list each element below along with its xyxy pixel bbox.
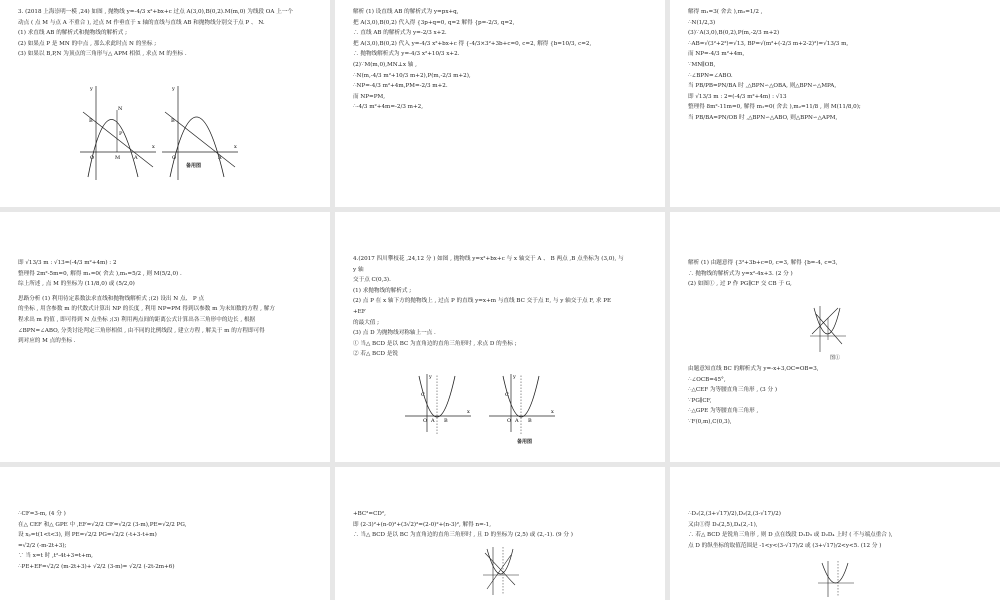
text-line: ∴ 抛物线解析式为 y=-4/3 x²+10/3 x+2. [353, 51, 460, 58]
text-line: ∴N(1/2,3) [688, 19, 716, 26]
text-line: (2) 如果点 P 是 MN 的中点 , 那么求此时点 N 的坐标 ; [18, 40, 157, 47]
text-line: 而 NP=-4/3 m²+4m, [688, 51, 745, 58]
point-label-b: B [171, 118, 175, 124]
page-6-text-top [688, 258, 990, 290]
text-line: 综上所述 , 点 M 的坐标为 (11/8,0) 或 (5/2,0) [18, 281, 135, 288]
page-3-text [688, 7, 990, 124]
solution-figure-1 [808, 304, 848, 354]
text-line: 3. (2018 上海崇明一模 ,24) 如图 , 抛物线 y=-4/3 x²+bx+c 过点 A(3,0),B(0,2).M(m,0) 为线段 OA 上一个 [18, 9, 293, 15]
text-line: ∴-4/3 m²+4m=-2/3 m+2, [353, 104, 424, 111]
point-label-b: B [444, 418, 448, 424]
text-line: 动点 ( 点 M 与点 A 不重合 ), 过点 M 作垂直于 x 轴的直线与直线 AB 和抛物线分别交于点 P 、 N. [18, 19, 265, 26]
text-line: ∴∠BPN=∠ABO. [688, 72, 733, 79]
text-line: ∴∠OCB=45°, [688, 376, 726, 383]
text-line: (3) 如果以 B,P,N 为顶点的三角形与△ APM 相似 , 求点 M 的坐标 . [18, 51, 187, 58]
point-label-a: A [134, 155, 138, 161]
point-label-p: P [119, 131, 123, 137]
point-label-b: B [89, 118, 93, 124]
text-line: =√2/2 (-m-2t+3); [18, 542, 67, 549]
text-line: 设 xₚ=t(1<t<3), 则 PE=√2/2 PG=√2/2 (-t+3-t+m) [18, 532, 157, 539]
text-line: 当 PB/BA=PN/OB 时 ,△BPN∽△ABO, 则△BPN∽△APM, [688, 114, 838, 121]
text-line: ∴AB=√(3²+2²)=√13, BP=√(m²+(-2/3 m+2-2)²)=√13/3 m, [688, 40, 849, 47]
text-line: ∴△CEF 为等腰直角三角形 , (3 分 ) [688, 387, 778, 394]
slide-page-3 [670, 0, 1000, 207]
figure-caption: 图① [830, 355, 841, 361]
page-7-text [18, 509, 320, 573]
text-line: 在△ CEF 和△ GPE 中 ,EF=√2/2 CF=√2/2 (3-m),PE=√2/2 PG, [18, 521, 187, 528]
axis-label-x: x [467, 409, 470, 415]
text-line: 点 D 的纵坐标的取值范围是 -1<y<(3-√17)/2 或 (3+√17)/2<y<5. (12 分 ) [688, 542, 882, 549]
parabola-figure-4 [487, 372, 557, 434]
point-label-n: N [118, 106, 123, 112]
text-line: 的坐标 , 用含参数 m 的代数式计算出 NP 的长度 , 利用 NP=PM 得到以参数 m 为未知数的方程 , 解方 [18, 306, 275, 313]
text-line: 把 A(3,0),B(0,2) 代入得 {3p+q=0, q=2 解得 {p=-2/3, q=2, [353, 19, 515, 26]
text-line: 思路分析 (1) 利用待定系数法求直线和抛物线解析式 ;(2) 设出 N 点、 P 点 [18, 295, 205, 302]
text-line: 即 √13/3 m : 2=(-4/3 m²+4m) : √13 [688, 93, 787, 100]
slide-page-7 [0, 467, 330, 600]
text-line: ∴PE+EF=√2/2 (m-2t+3)+ √2/2 (3-m)= √2/2 (-2t-2m+6) [18, 563, 175, 570]
text-line: ∴ 抛物线的解析式为 y=x²-4x+3. (2 分 ) [688, 270, 793, 277]
text-line: ∴NP=-4/3 m²+4m,PM=-2/3 m+2. [353, 83, 448, 90]
page-9-text [688, 509, 990, 551]
text-line: 而 NP=PM, [353, 93, 385, 100]
text-line: 即 (2-3)²+(n-0)²+(3√2)²=(2-0)²+(n-3)², 解得 n=-1, [353, 521, 491, 528]
text-line: 解得 m₁=3( 舍去 ),m₂=1/2 , [688, 9, 763, 15]
point-label-o: O [507, 418, 512, 424]
parabola-figure-1 [78, 82, 158, 182]
text-line: 解析 (1) 由题意得 {3²+3b+c=0, c=3, 解得 {b=-4, c=3, [688, 260, 838, 266]
point-label-m: M [115, 155, 121, 161]
point-label-c: C [505, 392, 509, 398]
page-5-text [353, 254, 655, 360]
figure-caption: 备用图 [186, 163, 202, 169]
axis-label-x: x [234, 144, 237, 150]
text-line: +EF [353, 308, 366, 315]
point-label-o: O [423, 418, 428, 424]
text-line: ∴CF=3-m, (4 分 ) [18, 511, 66, 517]
text-line: ∵ 当 x=t 时 ,t²-4t+3=t+m, [18, 553, 93, 560]
point-label-a: A [431, 418, 435, 424]
point-label-o: O [172, 155, 177, 161]
text-line: ∴△GPE 为等腰直角三角形 , [688, 408, 759, 415]
text-line: 即 √13/3 m : √13=(-4/3 m²+4m) : 2 [18, 260, 117, 266]
text-line: (3)∵A(3,0),B(0,2),P(m,-2/3 m+2) [688, 30, 780, 37]
point-label-b: B [528, 418, 532, 424]
text-line: ∴N(m,-4/3 m²+10/3 m+2),P(m,-2/3 m+2), [353, 72, 471, 79]
text-line: y 轴 [353, 266, 364, 273]
text-line: (2)∵M(m,0),MN⊥x 轴 , [353, 61, 417, 68]
solution-figure-3 [816, 559, 856, 599]
text-line: 到对应的 M 点的坐标 . [18, 338, 76, 345]
text-line: (1) 求抛物线的解析式 ; [353, 287, 412, 294]
solution-figure-2 [481, 545, 521, 597]
axis-label-y: y [172, 86, 175, 92]
text-line: ∴ 当△ BCD 是以 BC 为直角边的直角三角形时 , 且 D 的坐标为 (2,5) 或 (2,-1). (9 分 ) [353, 532, 573, 539]
text-line: ∠BPN=∠ABO, 分类讨论判定三角形相似 , 由不同的比例线段 , 建立方程 , 解关于 m 的方程即可得 [18, 327, 265, 334]
text-line: 又由①得 D₃(2,5),D₄(2,-1), [688, 521, 758, 528]
point-label-o: O [90, 155, 95, 161]
text-line: ∴ 若△ BCD 是锐角三角形 , 则 D 点在线段 D₁D₃ 或 D₂D₄ 上时 ( 不与端点重合 ), [688, 532, 893, 539]
text-line: 整理得 8m²-11m=0, 解得 m₁=0( 舍去 ),m₂=11/8 , 则 M(11/8,0); [688, 104, 861, 111]
parabola-figure-3 [403, 372, 473, 434]
text-line: 把 A(3,0),B(0,2) 代入 y=-4/3 x²+bx+c 得 {-4/3×3²+3b+c=0, c=2, 解得 {b=10/3, c=2, [353, 40, 592, 47]
text-line: 4.(2017 四川攀枝花 ,24,12 分 ) 如图 , 抛物线 y=x²+bx+c 与 x 轴交于 A 、 B 两点 ,B 点坐标为 (3,0), 与 [353, 256, 624, 262]
text-line: ∵F(0,m),C(0,3), [688, 418, 732, 425]
text-line: ∴D₁(2,(3+√17)/2),D₂(2,(3-√17)/2) [688, 511, 781, 517]
axis-label-y: y [90, 86, 93, 92]
axis-label-y: y [429, 374, 432, 380]
page-6-text-bottom [688, 364, 990, 428]
axis-label-x: x [152, 144, 155, 150]
page-1-text [18, 7, 320, 60]
slide-page-2 [335, 0, 665, 207]
text-line: 整理得 2m²-5m=0, 解得 m₁=0( 舍去 ),m₂=5/2 , 则 M(5/2,0) . [18, 270, 182, 277]
figure-caption: 备用图 [517, 439, 533, 445]
text-line: ① 当△ BCD 是以 BC 为直角边的直角三角形时 , 求点 D 的坐标 ; [353, 340, 517, 347]
text-line: (1) 求直线 AB 的解析式和抛物线的解析式 ; [18, 30, 127, 37]
text-line: ② 若△ BCD 是锐 [353, 351, 398, 358]
slide-page-1 [0, 0, 330, 207]
text-line: ∵MN∥OB, [688, 61, 716, 68]
text-line: (2) 点 P 在 x 轴下方的抛物线上 , 过点 P 的直线 y=x+m 与直线 BC 交于点 E, 与 y 轴交于点 F, 求 PE [353, 298, 612, 305]
text-line: +BC²=CD², [353, 511, 386, 517]
point-label-a: A [515, 418, 519, 424]
slide-page-4 [0, 212, 330, 462]
slide-page-5 [335, 212, 665, 462]
text-line: 程求出 m 的值 , 即可得到 N 点坐标 ;(3) 利用两点间的距离公式计算出各三角形中的边长 , 根据 [18, 316, 256, 323]
slide-page-8 [335, 467, 665, 600]
slide-page-6 [670, 212, 1000, 462]
page-2-text [353, 7, 655, 113]
text-line: ∵PG∥CF, [688, 397, 712, 404]
text-line: 解析 (1) 设直线 AB 的解析式为 y=px+q, [353, 9, 459, 15]
page-4-text [18, 258, 320, 347]
text-line: 交于点 C(0,3). [353, 277, 391, 284]
point-label-a: A [218, 155, 222, 161]
text-line: 由题意知直线 BC 的解析式为 y=-x+3,OC=OB=3, [688, 366, 819, 372]
axis-label-x: x [551, 409, 554, 415]
axis-label-y: y [513, 374, 516, 380]
text-line: (3) 点 D 为抛物线对称轴上一点 . [353, 330, 436, 337]
point-label-c: C [421, 392, 425, 398]
text-line: 的最大值 ; [353, 319, 380, 326]
text-line: (2) 如图① , 过 P 作 PG∥CF 交 CB 于 G, [688, 281, 792, 288]
slide-page-9 [670, 467, 1000, 600]
text-line: ∴ 直线 AB 的解析式为 y=-2/3 x+2. [353, 30, 447, 37]
text-line: 当 PB/PB=PN/BA 时 ,△BPN∽△OBA, 则△BPN∽△MPA, [688, 83, 837, 90]
page-8-text [353, 509, 655, 541]
